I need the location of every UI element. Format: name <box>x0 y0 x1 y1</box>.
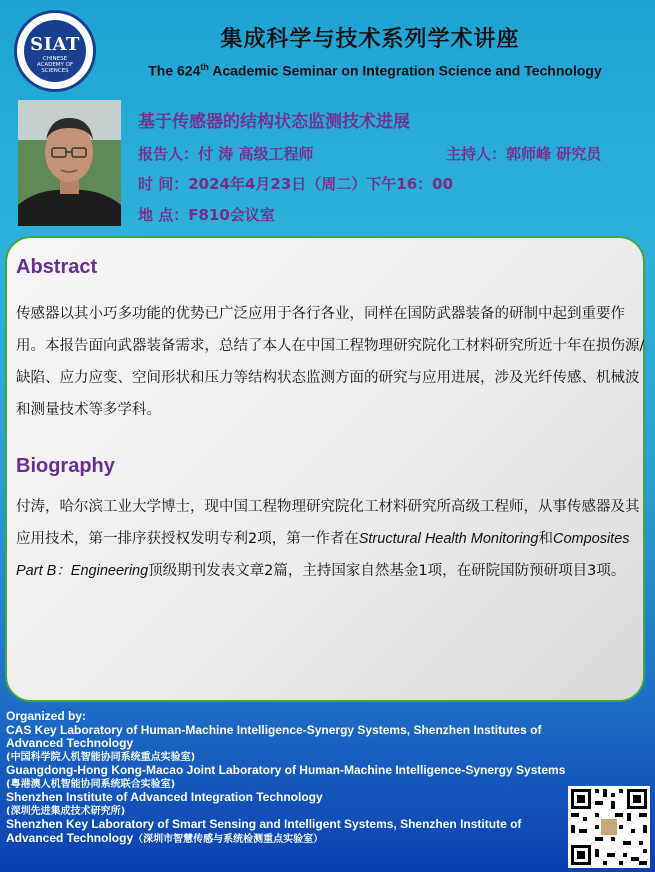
speaker-portrait-graphic <box>18 100 121 226</box>
host-info: 主持人：郭师峰 研究员 <box>446 145 602 163</box>
organizer-line: (粤港澳人机智能协同系统联合实验室) <box>6 778 176 790</box>
organizer-line: (中国科学院人机智能协同系统重点实验室) <box>6 751 196 763</box>
organizers-footer <box>6 710 566 846</box>
organizer-line: (深圳先进集成技术研究所) <box>6 805 126 817</box>
qr-code <box>568 786 650 868</box>
qr-code-graphic <box>568 786 650 868</box>
abstract-text: 传感器以其小巧多功能的优势已广泛应用于各行各业，同样在国防武器装备的研制中起到重要作用。本报告面向武器装备需求，总结了本人在中国工程物理研究院化工材料研究所近十年在损伤源/缺陷、应力应变、空间形状和压力等结构状态监测方面的研究与应用进展，涉及光纤传感、机械波和测量技术等多学科。 <box>16 306 645 418</box>
logo-emblem <box>24 20 86 82</box>
organizer-line: Guangdong-Hong Kong-Macao Joint Laboratory of Human-Machine Intelligence-Synergy Systems <box>6 763 566 777</box>
time-info: 时 间：2024年4月23日（周二）下午16：00 <box>138 175 454 193</box>
organizer-line: Shenzhen Institute of Advanced Integration Technology <box>6 790 323 804</box>
siat-logo <box>14 10 96 92</box>
organizer-line: CAS Key Laboratory of Human-Machine Intelligence-Synergy Systems, Shenzhen Institutes of Advanced Technology <box>6 722 542 750</box>
content-panel <box>5 236 645 702</box>
logo-subtext: CHINESE ACADEMY OF SCIENCES <box>36 56 74 74</box>
seminar-title-en: The 624th Academic Seminar on Integration Science and Technology <box>148 62 602 79</box>
organized-by-label: Organized by: <box>6 709 87 723</box>
header <box>0 0 655 100</box>
seminar-title-cn: 集成科学与技术系列学术讲座 <box>220 27 520 52</box>
biography-text: 付涛，哈尔滨工业大学博士，现中国工程物理研究院化工材料研究所高级工程师，从事传感器及其应用技术，第一排序获授权发明专利2项，第一作者在Structural Health Monitoring和Composites Part B：Engineering顶级期刊发表文章2篇，主持国家自然基金1项，在研院国防预研项目3项。 <box>16 499 640 579</box>
biography-heading: Biography <box>16 455 115 477</box>
speaker-photo <box>18 100 121 226</box>
place-info: 地 点：F810会议室 <box>138 206 275 224</box>
speaker-info: 报告人：付 涛 高级工程师 <box>138 145 314 163</box>
logo-text: SIAT <box>30 34 80 55</box>
organizer-line: Shenzhen Key Laboratory of Smart Sensing and Intelligent Systems, Shenzhen Institute of Advanced Technology（深圳市智慧传感与系统检测重点实验室） <box>6 817 522 845</box>
journal-name: Composites Part B：Engineering <box>16 531 630 579</box>
talk-title: 基于传感器的结构状态监测技术进展 <box>138 112 410 132</box>
abstract-heading: Abstract <box>16 256 98 278</box>
journal-name: Structural Health Monitoring <box>358 531 539 547</box>
